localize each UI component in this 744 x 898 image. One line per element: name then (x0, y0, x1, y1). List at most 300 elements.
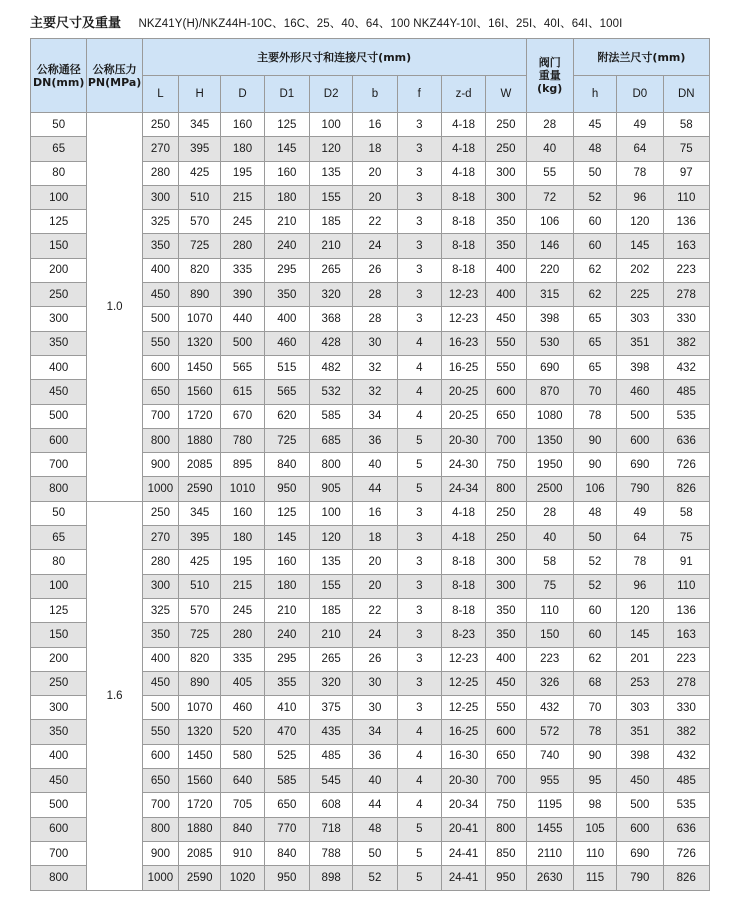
table-cell: 428 (309, 331, 352, 355)
table-cell: 180 (264, 185, 309, 209)
table-cell: 40 (526, 526, 573, 550)
table-cell: 4 (397, 793, 441, 817)
table-cell: 840 (221, 817, 264, 841)
table-cell: 705 (221, 793, 264, 817)
header-col-3: D1 (264, 76, 309, 113)
table-cell: 26 (353, 258, 397, 282)
cell-dn: 50 (31, 113, 87, 137)
table-cell: 450 (617, 769, 663, 793)
table-cell: 145 (264, 526, 309, 550)
table-cell: 250 (486, 526, 526, 550)
table-cell: 820 (179, 647, 221, 671)
table-cell: 500 (221, 331, 264, 355)
table-cell: 405 (221, 671, 264, 695)
table-cell: 163 (663, 623, 709, 647)
table-cell: 280 (221, 234, 264, 258)
table-cell: 210 (309, 623, 352, 647)
table-cell: 788 (309, 841, 352, 865)
table-cell: 800 (309, 453, 352, 477)
table-cell: 800 (142, 817, 178, 841)
table-cell: 16-30 (441, 744, 485, 768)
cell-dn: 65 (31, 137, 87, 161)
table-cell: 265 (309, 258, 352, 282)
table-cell: 36 (353, 744, 397, 768)
table-cell: 65 (573, 331, 616, 355)
cell-dn: 200 (31, 258, 87, 282)
table-cell: 16-25 (441, 720, 485, 744)
cell-pn: 1.0 (87, 113, 142, 502)
table-cell: 3 (397, 185, 441, 209)
table-cell: 8-18 (441, 185, 485, 209)
table-cell: 398 (617, 744, 663, 768)
table-cell: 608 (309, 793, 352, 817)
table-cell: 20-30 (441, 428, 485, 452)
table-cell: 65 (573, 307, 616, 331)
table-cell: 770 (264, 817, 309, 841)
cell-dn: 350 (31, 331, 87, 355)
table-cell: 265 (309, 647, 352, 671)
header-flange-col-1: D0 (617, 76, 663, 113)
table-cell: 335 (221, 258, 264, 282)
table-cell: 225 (617, 283, 663, 307)
table-cell: 300 (486, 574, 526, 598)
table-cell: 800 (486, 477, 526, 501)
table-cell: 75 (663, 137, 709, 161)
table-cell: 395 (179, 137, 221, 161)
table-cell: 20-34 (441, 793, 485, 817)
table-cell: 5 (397, 841, 441, 865)
table-cell: 345 (179, 501, 221, 525)
table-cell: 1020 (221, 866, 264, 890)
table-cell: 3 (397, 574, 441, 598)
table-cell: 690 (617, 841, 663, 865)
table-cell: 60 (573, 623, 616, 647)
table-cell: 240 (264, 234, 309, 258)
cell-dn: 80 (31, 550, 87, 574)
table-cell: 725 (179, 623, 221, 647)
table-cell: 320 (309, 671, 352, 695)
table-cell: 240 (264, 623, 309, 647)
table-cell: 700 (486, 428, 526, 452)
table-cell: 105 (573, 817, 616, 841)
dimension-table (30, 38, 710, 891)
header-pn-line2: PN(MPa) (87, 75, 142, 89)
table-cell: 1070 (179, 307, 221, 331)
table-cell: 1195 (526, 793, 573, 817)
table-cell: 1000 (142, 866, 178, 890)
table-cell: 300 (142, 185, 178, 209)
table-cell: 450 (142, 671, 178, 695)
table-cell: 1880 (179, 428, 221, 452)
table-cell: 125 (264, 501, 309, 525)
table-cell: 136 (663, 598, 709, 622)
table-cell: 5 (397, 866, 441, 890)
table-cell: 185 (309, 598, 352, 622)
table-cell: 245 (221, 598, 264, 622)
table-cell: 18 (353, 526, 397, 550)
table-cell: 30 (353, 671, 397, 695)
table-cell: 185 (309, 210, 352, 234)
table-cell: 525 (264, 744, 309, 768)
cell-dn: 500 (31, 793, 87, 817)
header-col-0: L (142, 76, 178, 113)
table-cell: 4-18 (441, 113, 485, 137)
table-cell: 550 (142, 720, 178, 744)
table-cell: 280 (142, 550, 178, 574)
table-cell: 28 (353, 307, 397, 331)
header-weight-line2: 重量 (538, 69, 561, 82)
table-cell: 163 (663, 234, 709, 258)
header-dn (31, 39, 87, 113)
table-cell: 300 (486, 161, 526, 185)
table-cell: 3 (397, 137, 441, 161)
table-cell: 24-41 (441, 841, 485, 865)
table-cell: 330 (663, 307, 709, 331)
table-cell: 120 (309, 526, 352, 550)
table-cell: 145 (617, 623, 663, 647)
header-pn (87, 39, 142, 113)
table-cell: 500 (142, 307, 178, 331)
table-cell: 1320 (179, 720, 221, 744)
header-col-4: D2 (309, 76, 352, 113)
table-cell: 95 (573, 769, 616, 793)
table-cell: 4 (397, 769, 441, 793)
table-cell: 195 (221, 550, 264, 574)
table-cell: 5 (397, 477, 441, 501)
table-cell: 4 (397, 404, 441, 428)
table-cell: 600 (486, 380, 526, 404)
table-cell: 315 (526, 283, 573, 307)
table-cell: 62 (573, 258, 616, 282)
table-cell: 50 (353, 841, 397, 865)
header-col-6: f (397, 76, 441, 113)
table-cell: 78 (573, 720, 616, 744)
table-cell: 432 (663, 744, 709, 768)
cell-dn: 150 (31, 234, 87, 258)
table-cell: 620 (264, 404, 309, 428)
table-cell: 4-18 (441, 526, 485, 550)
table-cell: 3 (397, 283, 441, 307)
table-cell: 215 (221, 574, 264, 598)
table-cell: 52 (353, 866, 397, 890)
table-cell: 750 (486, 453, 526, 477)
table-cell: 5 (397, 453, 441, 477)
table-cell: 572 (526, 720, 573, 744)
table-cell: 4 (397, 355, 441, 379)
table-cell: 550 (486, 355, 526, 379)
table-cell: 425 (179, 161, 221, 185)
cell-dn: 250 (31, 283, 87, 307)
table-cell: 375 (309, 696, 352, 720)
table-cell: 62 (573, 647, 616, 671)
table-cell: 325 (142, 210, 178, 234)
table-cell: 2085 (179, 453, 221, 477)
table-cell: 12-25 (441, 696, 485, 720)
table-cell: 180 (221, 137, 264, 161)
table-cell: 890 (179, 283, 221, 307)
table-cell: 685 (309, 428, 352, 452)
table-cell: 106 (573, 477, 616, 501)
table-cell: 700 (142, 793, 178, 817)
table-cell: 565 (264, 380, 309, 404)
table-cell: 20 (353, 550, 397, 574)
table-cell: 278 (663, 671, 709, 695)
table-cell: 4 (397, 744, 441, 768)
table-cell: 110 (573, 841, 616, 865)
table-cell: 24-41 (441, 866, 485, 890)
table-cell: 32 (353, 380, 397, 404)
table-cell: 515 (264, 355, 309, 379)
header-col-7: z-d (441, 76, 485, 113)
cell-dn: 300 (31, 696, 87, 720)
table-cell: 550 (142, 331, 178, 355)
table-cell: 28 (526, 501, 573, 525)
table-cell: 1450 (179, 744, 221, 768)
table-cell: 48 (353, 817, 397, 841)
table-cell: 350 (486, 623, 526, 647)
table-cell: 351 (617, 720, 663, 744)
table-cell: 96 (617, 185, 663, 209)
table-cell: 50 (573, 161, 616, 185)
header-flange-col-0: h (573, 76, 616, 113)
table-cell: 425 (179, 550, 221, 574)
table-cell: 1950 (526, 453, 573, 477)
table-cell: 40 (353, 769, 397, 793)
table-cell: 3 (397, 113, 441, 137)
table-cell: 1010 (221, 477, 264, 501)
table-cell: 110 (663, 185, 709, 209)
table-cell: 250 (486, 113, 526, 137)
table-cell: 725 (179, 234, 221, 258)
table-cell: 96 (617, 574, 663, 598)
table-cell: 115 (573, 866, 616, 890)
table-cell: 600 (617, 817, 663, 841)
table-cell: 125 (264, 113, 309, 137)
table-cell: 485 (663, 380, 709, 404)
table-cell: 740 (526, 744, 573, 768)
table-cell: 4-18 (441, 161, 485, 185)
table-cell: 160 (264, 550, 309, 574)
table-cell: 580 (221, 744, 264, 768)
table-cell: 910 (221, 841, 264, 865)
table-cell: 840 (264, 841, 309, 865)
table-cell: 202 (617, 258, 663, 282)
header-pn-line1: 公称压力 (92, 62, 137, 76)
table-cell: 636 (663, 428, 709, 452)
table-cell: 58 (663, 501, 709, 525)
table-cell: 450 (142, 283, 178, 307)
header-col-8: W (486, 76, 526, 113)
table-cell: 870 (526, 380, 573, 404)
table-cell: 20 (353, 574, 397, 598)
table-cell: 270 (142, 137, 178, 161)
table-cell: 295 (264, 258, 309, 282)
table-cell: 3 (397, 307, 441, 331)
cell-dn: 700 (31, 453, 87, 477)
table-cell: 78 (617, 550, 663, 574)
table-cell: 8-18 (441, 550, 485, 574)
table-cell: 700 (142, 404, 178, 428)
table-cell: 895 (221, 453, 264, 477)
table-cell: 64 (617, 137, 663, 161)
table-cell: 432 (663, 355, 709, 379)
table-cell: 600 (617, 428, 663, 452)
table-cell: 2590 (179, 477, 221, 501)
table-cell: 90 (573, 744, 616, 768)
table-cell: 40 (353, 453, 397, 477)
table-cell: 145 (264, 137, 309, 161)
header-dn-line1: 公称通径 (36, 62, 81, 76)
table-cell: 350 (486, 210, 526, 234)
table-cell: 500 (617, 404, 663, 428)
table-cell: 905 (309, 477, 352, 501)
table-cell: 45 (573, 113, 616, 137)
table-cell: 100 (309, 113, 352, 137)
table-row (31, 501, 710, 525)
table-cell: 1880 (179, 817, 221, 841)
table-cell: 395 (179, 526, 221, 550)
cell-dn: 450 (31, 380, 87, 404)
table-cell: 30 (353, 331, 397, 355)
table-cell: 60 (573, 210, 616, 234)
table-cell: 1560 (179, 769, 221, 793)
table-cell: 26 (353, 647, 397, 671)
table-cell: 223 (526, 647, 573, 671)
table-cell: 640 (221, 769, 264, 793)
table-cell: 600 (142, 355, 178, 379)
model-list: NKZ41Y(H)/NKZ44H-10C、16C、25、40、64、100 NKZ44Y-10I、16I、25I、40I、64I、100I (138, 18, 623, 30)
table-cell: 350 (486, 234, 526, 258)
table-cell: 650 (486, 404, 526, 428)
table-cell: 120 (617, 210, 663, 234)
table-cell: 3 (397, 550, 441, 574)
table-cell: 826 (663, 477, 709, 501)
table-cell: 350 (142, 234, 178, 258)
header-weight-line1: 阀门 (538, 56, 561, 69)
table-cell: 20-25 (441, 380, 485, 404)
table-cell: 75 (663, 526, 709, 550)
table-cell: 726 (663, 841, 709, 865)
table-cell: 351 (617, 331, 663, 355)
cell-dn: 250 (31, 671, 87, 695)
table-cell: 1350 (526, 428, 573, 452)
table-cell: 890 (179, 671, 221, 695)
table-cell: 690 (617, 453, 663, 477)
table-row (31, 113, 710, 137)
table-cell: 20-25 (441, 404, 485, 428)
table-cell: 1450 (179, 355, 221, 379)
table-cell: 550 (486, 331, 526, 355)
table-cell: 850 (486, 841, 526, 865)
table-cell: 2085 (179, 841, 221, 865)
table-cell: 34 (353, 404, 397, 428)
table-cell: 350 (486, 598, 526, 622)
cell-dn: 300 (31, 307, 87, 331)
table-cell: 400 (142, 258, 178, 282)
table-cell: 650 (264, 793, 309, 817)
table-cell: 450 (486, 671, 526, 695)
table-cell: 750 (486, 793, 526, 817)
table-cell: 49 (617, 501, 663, 525)
table-cell: 460 (617, 380, 663, 404)
table-cell: 585 (264, 769, 309, 793)
table-cell: 250 (142, 501, 178, 525)
cell-dn: 65 (31, 526, 87, 550)
table-cell: 700 (486, 769, 526, 793)
table-cell: 535 (663, 793, 709, 817)
cell-dn: 100 (31, 185, 87, 209)
table-cell: 155 (309, 185, 352, 209)
table-cell: 725 (264, 428, 309, 452)
table-cell: 615 (221, 380, 264, 404)
table-cell: 201 (617, 647, 663, 671)
table-cell: 160 (221, 501, 264, 525)
table-cell: 250 (486, 501, 526, 525)
table-cell: 3 (397, 234, 441, 258)
table-cell: 70 (573, 696, 616, 720)
cell-dn: 450 (31, 769, 87, 793)
table-cell: 485 (663, 769, 709, 793)
table-cell: 110 (663, 574, 709, 598)
table-cell: 20 (353, 185, 397, 209)
table-cell: 160 (221, 113, 264, 137)
table-cell: 270 (142, 526, 178, 550)
table-cell: 485 (309, 744, 352, 768)
cell-dn: 125 (31, 598, 87, 622)
table-cell: 52 (573, 185, 616, 209)
table-cell: 98 (573, 793, 616, 817)
table-cell: 565 (221, 355, 264, 379)
table-cell: 20-41 (441, 817, 485, 841)
table-cell: 400 (264, 307, 309, 331)
table-cell: 150 (526, 623, 573, 647)
table-cell: 3 (397, 647, 441, 671)
table-cell: 12-23 (441, 647, 485, 671)
table-cell: 368 (309, 307, 352, 331)
cell-dn: 800 (31, 866, 87, 890)
table-cell: 91 (663, 550, 709, 574)
table-cell: 840 (264, 453, 309, 477)
table-cell: 460 (264, 331, 309, 355)
table-cell: 400 (486, 258, 526, 282)
cell-dn: 400 (31, 744, 87, 768)
table-cell: 146 (526, 234, 573, 258)
table-cell: 900 (142, 453, 178, 477)
table-cell: 950 (264, 866, 309, 890)
table-cell: 950 (264, 477, 309, 501)
table-cell: 3 (397, 210, 441, 234)
table-cell: 8-18 (441, 598, 485, 622)
table-cell: 30 (353, 696, 397, 720)
table-cell: 295 (264, 647, 309, 671)
table-cell: 16 (353, 113, 397, 137)
table-cell: 24-30 (441, 453, 485, 477)
table-cell: 28 (353, 283, 397, 307)
table-cell: 4-18 (441, 501, 485, 525)
table-cell: 22 (353, 598, 397, 622)
header-dn-line2: DN(mm) (33, 75, 85, 89)
cell-pn: 1.6 (87, 501, 142, 890)
table-cell: 253 (617, 671, 663, 695)
table-cell: 300 (142, 574, 178, 598)
table-cell: 326 (526, 671, 573, 695)
table-cell: 120 (617, 598, 663, 622)
table-cell: 210 (264, 210, 309, 234)
table-cell: 440 (221, 307, 264, 331)
table-cell: 400 (486, 283, 526, 307)
table-cell: 16-25 (441, 355, 485, 379)
table-cell: 400 (142, 647, 178, 671)
